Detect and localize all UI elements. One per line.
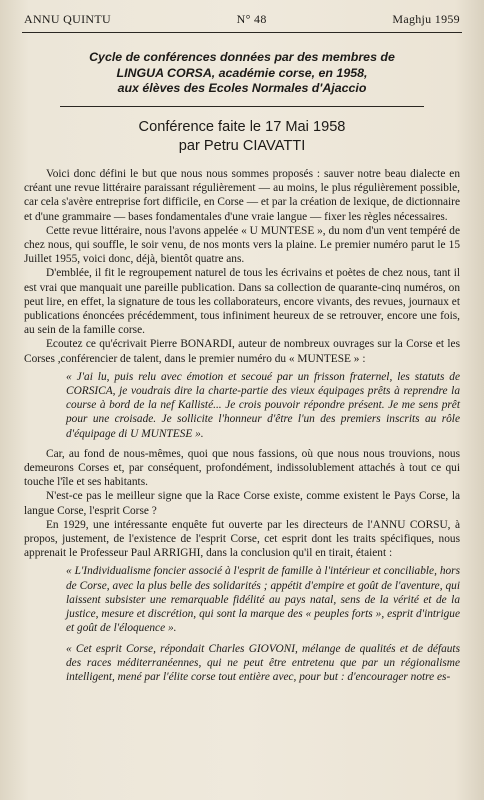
series-rule (60, 106, 424, 107)
paragraph: N'est-ce pas le meilleur signe que la Race Corse existe, comme existent le Pays Corse, la langue Corse, l'esprit Corse ? (24, 490, 460, 517)
series-heading (40, 50, 444, 97)
series-line-1: Cycle de conférences données par des membres de (89, 50, 395, 64)
paragraph: D'emblée, il fit le regroupement naturel de tous les écrivains et poètes de chez nous, tant il est vrai que manquait une pareille publication. Dans sa collection de quarante-cinq numéros, on peut lire, en effet, la signature de tous les collaborateurs, encore vivants, des revues, journaux et publications énoncées précédemment, tous infiniment heureux de se retrouver, encore une fois, au sein de la famille corse. (24, 267, 460, 337)
header-rule (22, 32, 462, 33)
series-line-3: aux élèves des Ecoles Normales d'Ajaccio (117, 81, 367, 95)
running-header (24, 12, 460, 27)
paragraph: Cette revue littéraire, nous l'avons appelée « U MUNTESE », du nom d'un vent tempéré de chez nous, qui souffle, le soir venu, de nos monts vers la plaine. Le premier numéro parut le 15 Juillet 1955, voici donc, déjà, bientôt quatre ans. (24, 224, 460, 266)
paragraph: Car, au fond de nous-mêmes, quoi que nous fassions, où que nous nous trouvions, nous demeurons Corses et, par conséquent, profondément, indissolublement attachés à tout ce qui touche l'île et ses habitants. (24, 447, 460, 489)
journal-name: ANNU QUINTU (24, 12, 111, 26)
quotation: « L'Individualisme foncier associé à l'esprit de famille à l'intérieur et conciliable, hors de Corse, avec la plus belle des solidarités ; appétit d'empire et goût de l'aventure, qui laissent subsister une remarquable fidélité au pays natal, sens de la vérité et de la justice, mesure et discrétion, qui sont la marque des « peuples forts », esprit d'intrigue et goût de l'éloquence ». (66, 565, 460, 635)
paragraph: En 1929, une intéressante enquête fut ouverte par les directeurs de l'ANNU CORSU, à propos, justement, de l'existence de l'esprit Corse, cet esprit dont les traits spécifiques, nous apprenait le Professeur Paul ARRIGHI, dans la conclusion qu'il en tirait, étaient : (24, 518, 460, 560)
quotation: « Cet esprit Corse, répondait Charles GIOVONI, mélange de qualités et de défauts des races méditerranéennes, qui ne peut être entretenu que par un régionalisme intelligent, mené par l'élite corse tout entière avec, pour but : d'encourager notre es- (66, 642, 460, 683)
article-body (24, 167, 460, 690)
conference-title (20, 118, 464, 156)
quotation: « J'ai lu, puis relu avec émotion et secoué par un frisson fraternel, les statuts de CORSICA, je voudrais dire la charte-partie des vieux équipages prêts à reprendre la course à bord de la nef Kallisté... Je crois pouvoir répondre présent. Je me sens prêt pour une croisade. Je sollicite l'honneur d'être l'un des premiers inscrits au rôle d'équipage di U MUNTESE ». (66, 370, 460, 440)
conference-line-2: par Petru CIAVATTI (178, 138, 306, 154)
conference-line-1: Conférence faite le 17 Mai 1958 (138, 119, 346, 135)
issue-number: N° 48 (236, 12, 267, 26)
paragraph: Voici donc défini le but que nous nous sommes proposés : sauver notre beau dialecte en créant une revue littéraire paraissant régulièrement — au moins, le plus régulièrement possible, car cela s'avère entreprise fort difficile, en Corse — et par la création de lexique, de dictionnaire et d'une grammaire — bases fondamentales d'une vraie langue — fixer les règles nécessaires. (24, 168, 460, 223)
series-line-2: LINGUA CORSA, académie corse, en 1958, (116, 65, 368, 80)
paragraph: Ecoutez ce qu'écrivait Pierre BONARDI, auteur de nombreux ouvrages sur la Corse et les Corses ,conférencier de talent, dans le premier numéro du « MUNTESE » : (24, 338, 460, 365)
issue-date: Maghju 1959 (392, 12, 460, 26)
